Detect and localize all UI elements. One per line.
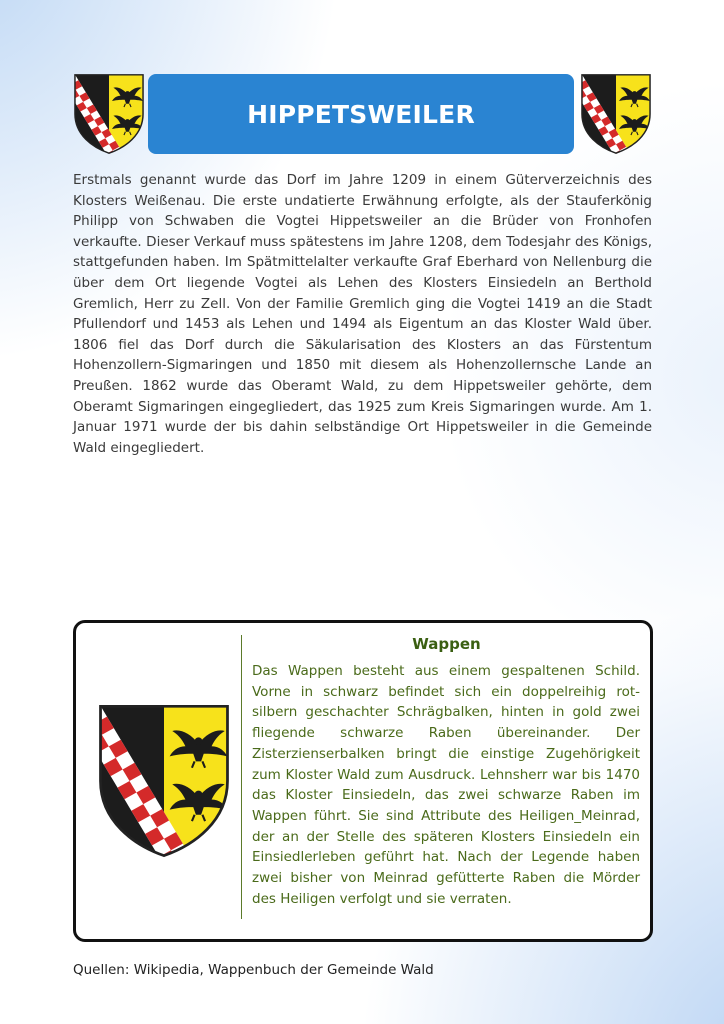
intro-paragraph: Erstmals genannt wurde das Dorf im Jahre 1209 in einem Güterverzeichnis des Klosters Weißenau. Die erste undatierte Erwähnung erfolgte, als der Stauferkönig Philipp von Schwaben die Vogtei Hippetsweiler an die Brüder von Fronhofen verkaufte. Dieser Verkauf muss spätestens im Jahre 1208, dem Todesjahr des Königs, stattgefunden haben. Im Spätmittelalter verkaufte Graf Eberhard von Nellenburg die über dem Ort liegende Vogtei als Lehen des Klosters Einsiedeln an Berthold Gremlich, Herr zu Zell. Von der Familie Gremlich ging die Vogtei 1419 an die Stadt Pfullendorf und 1453 als Lehen und 1494 als Eigentum an das Kloster Wald über. 1806 fiel das Dorf durch die Säkularisation des Klosters an das Fürstentum Hohenzollern-Sigmaringen und 1850 mit diesem als Hohenzollernsche Lande an Preußen. 1862 wurde das Oberamt Wald, zu dem Hippetsweiler gehörte, dem Oberamt Sigmaringen eingegliedert, das 1925 zum Kreis Sigmaringen wurde. Am 1. Januar 1971 wurde der bis dahin selbständige Ort Hippetsweiler in die Gemeinde Wald eingegliedert.: [73, 172, 652, 456]
vertical-divider: [241, 635, 242, 919]
coat-of-arms-left: [72, 72, 146, 156]
sources-footnote: Quellen: Wikipedia, Wappenbuch der Gemeinde Wald: [73, 962, 434, 978]
page-title: HIPPETSWEILER: [247, 99, 475, 129]
wappen-heading: Wappen: [412, 635, 481, 653]
wappen-info-box: [73, 620, 653, 942]
wappen-description: Das Wappen besteht aus einem gespaltenen Schild. Vorne in schwarz befindet sich ein doppelreihig rot-silbern geschachter Schrägbalken, hinten in gold zwei fliegende schwarze Raben übereinander. Der Zisterzienserbalken bringt die einstige Zugehörigkeit zum Kloster Wald zum Ausdruck. Lehnsherr war bis 1470 das Kloster Einsiedeln, das zwei schwarze Raben im Wappen führt. Sie sind Attribute des Heiligen_Meinrad, der an der Stelle des späteren Klosters Einsiedeln ein Einsiedlerleben geführt hat. Nach der Legende haben zwei bisher von Meinrad gefütterte Raben die Mörder des Heiligen verfolgt und sie verraten.: [252, 663, 640, 907]
coat-of-arms-large: [95, 701, 233, 861]
title-banner: [148, 74, 574, 154]
coat-of-arms-right: [579, 72, 653, 156]
